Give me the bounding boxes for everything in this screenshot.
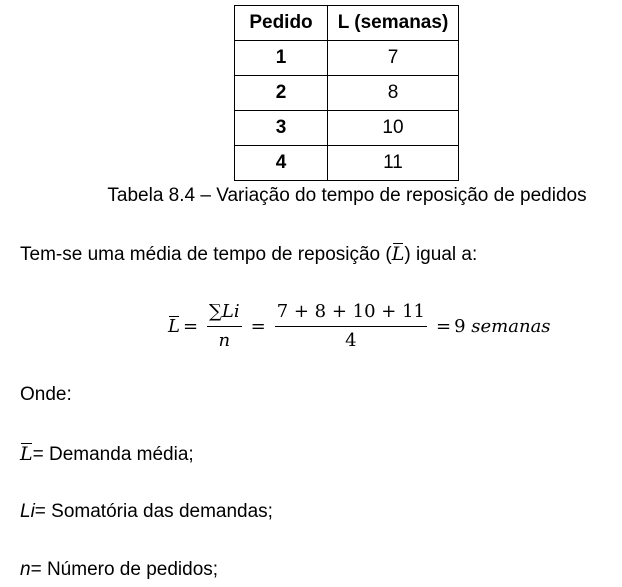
fraction-denominator-4: 4 xyxy=(345,329,357,351)
cell-pedido: 3 xyxy=(235,111,328,146)
formula-equals-2: = xyxy=(250,315,266,337)
intro-text-before: Tem-se uma média de tempo de reposição ( xyxy=(20,244,392,265)
table-caption: Tabela 8.4 – Variação do tempo de reposição de pedidos xyxy=(107,185,587,206)
formula-equals-1: = xyxy=(182,315,199,337)
reorder-time-table xyxy=(234,5,459,181)
formula-equals-3: = xyxy=(436,315,452,337)
column-header-l-semanas: L (semanas) xyxy=(328,6,459,41)
definition-sum-demands xyxy=(20,501,273,523)
definition-mean-demand xyxy=(20,443,194,466)
fraction-values xyxy=(275,301,427,352)
onde-label: Onde: xyxy=(20,384,72,405)
cell-l: 10 xyxy=(328,111,459,146)
cell-l: 11 xyxy=(328,146,459,181)
cell-l: 7 xyxy=(328,41,459,76)
table-row xyxy=(235,41,459,76)
definition-order-count xyxy=(20,559,218,581)
intro-text-after: ) igual a: xyxy=(404,244,478,265)
table-row xyxy=(235,76,459,111)
cell-pedido: 4 xyxy=(235,146,328,181)
cell-l: 8 xyxy=(328,76,459,111)
table-row xyxy=(235,146,459,181)
formula-result-value: 9 xyxy=(454,315,466,337)
column-header-pedido: Pedido xyxy=(235,6,328,41)
definition-symbol: Li xyxy=(20,501,35,522)
formula-lhs: L xyxy=(168,315,180,337)
cell-pedido: 2 xyxy=(235,76,328,111)
definition-text: = Número de pedidos; xyxy=(30,559,219,580)
fraction-numerator-values: 7 + 8 + 10 + 11 xyxy=(275,301,427,327)
definition-symbol: L xyxy=(20,443,33,465)
definition-text: = Demanda média; xyxy=(32,444,194,465)
cell-pedido: 1 xyxy=(235,41,328,76)
mean-symbol: L xyxy=(391,243,405,265)
intro-paragraph xyxy=(20,243,477,266)
fraction-denominator-n: n xyxy=(218,329,231,351)
formula-result-unit: semanas xyxy=(471,315,551,337)
fraction-numerator-sum: ∑Li xyxy=(207,301,242,327)
fraction-sum-over-n xyxy=(207,301,242,352)
mean-formula xyxy=(168,298,551,354)
definition-symbol: n xyxy=(20,559,31,580)
definition-text: = Somatória das demandas; xyxy=(34,501,273,522)
table-header-row xyxy=(235,6,459,41)
table-row xyxy=(235,111,459,146)
